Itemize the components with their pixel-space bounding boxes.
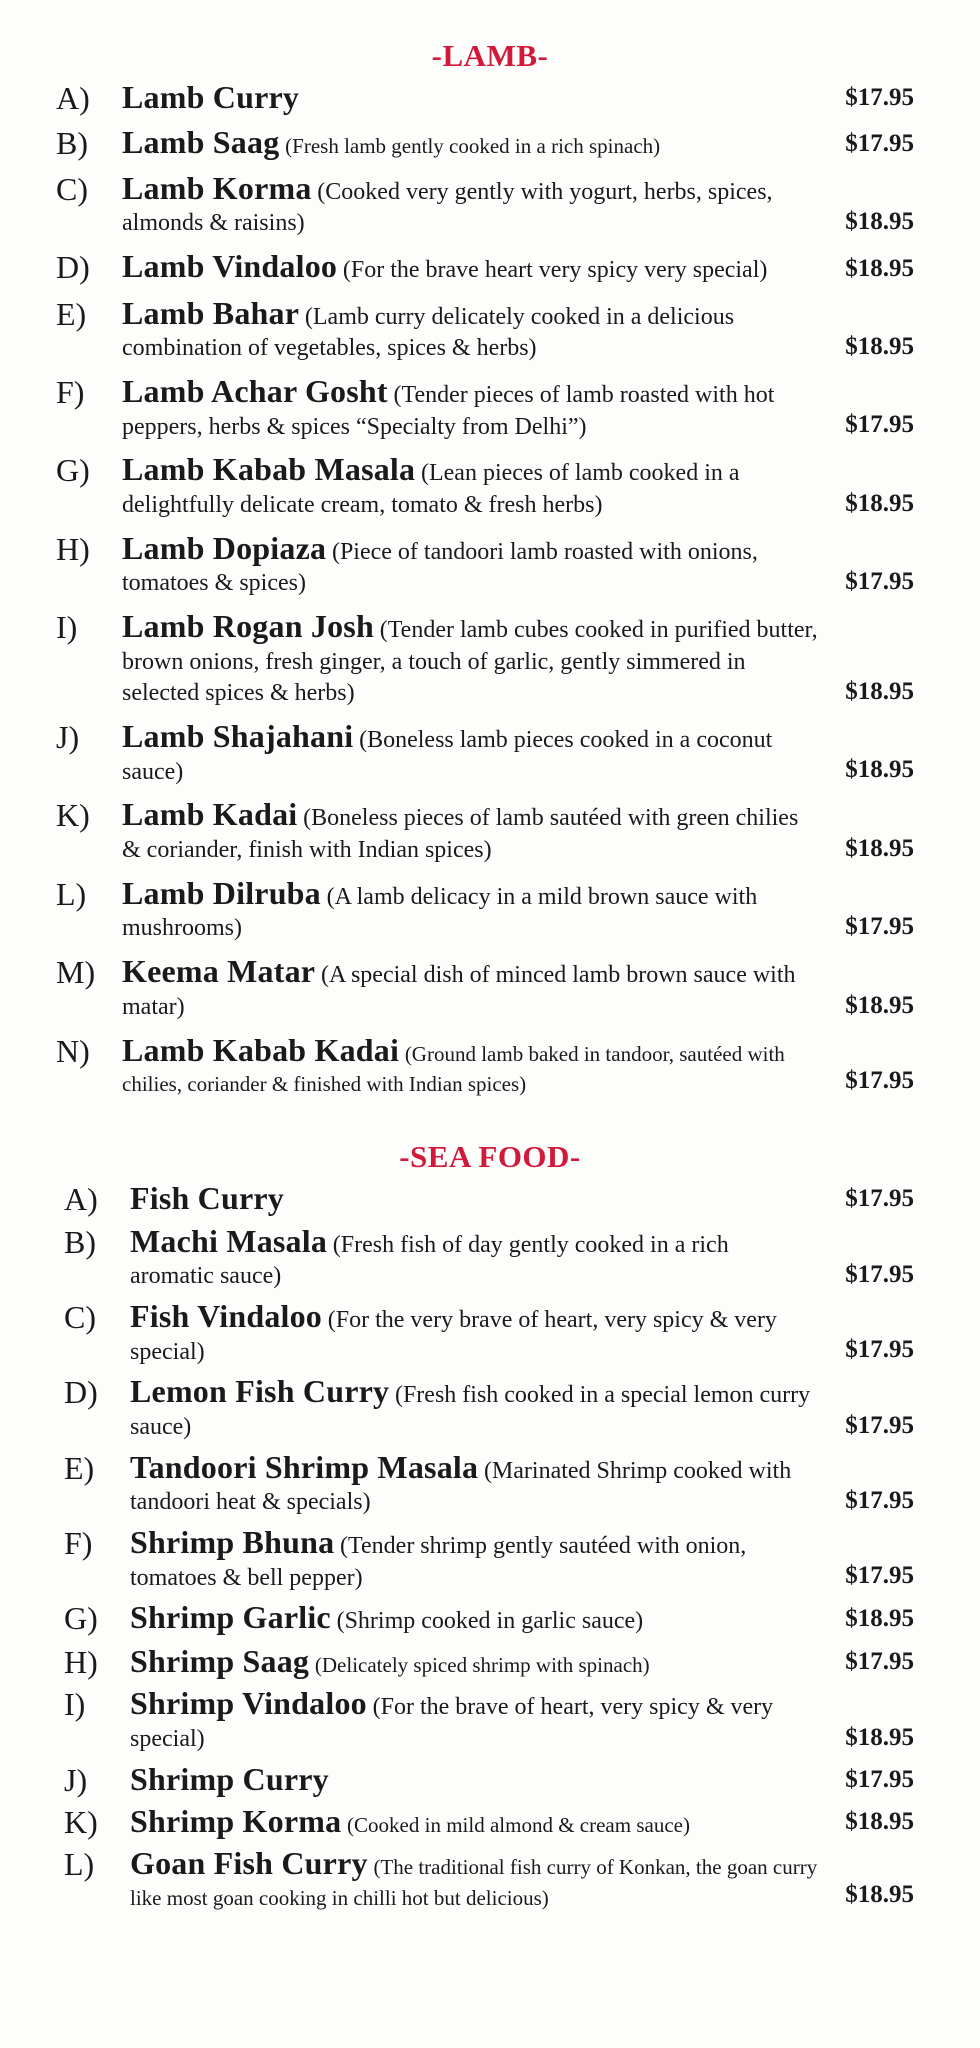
item-price: $17.95	[845, 1562, 914, 1590]
item-price: $18.95	[845, 1881, 914, 1909]
item-letter: I)	[64, 1686, 86, 1723]
item-description: (Cooked in mild almond & cream sauce)	[347, 1813, 690, 1838]
menu-item	[56, 374, 914, 443]
item-description: (Shrimp cooked in garlic sauce)	[336, 1608, 644, 1635]
item-price: $17.95	[845, 84, 914, 112]
item-letter: G)	[64, 1600, 98, 1637]
menu-item	[56, 609, 914, 710]
item-name: Shrimp Curry	[130, 1760, 329, 1797]
item-price: $18.95	[845, 1808, 914, 1836]
item-letter: B)	[56, 125, 88, 162]
item-letter: C)	[64, 1298, 96, 1335]
item-letter: H)	[56, 530, 90, 567]
item-description: (Tender shrimp gently sautéed with onion, tomatoes & bell pepper)	[130, 1532, 747, 1591]
item-price: $17.95	[845, 1486, 914, 1514]
item-letter: F)	[64, 1524, 93, 1561]
item-letter: A)	[64, 1181, 98, 1218]
item-name: Lamb Rogan Josh	[122, 608, 374, 645]
item-price: $18.95	[845, 254, 914, 282]
item-name: Lamb Vindaloo	[122, 248, 338, 285]
item-letter: E)	[56, 295, 87, 332]
menu-item	[56, 531, 914, 600]
menu-item	[56, 797, 914, 866]
item-name: Shrimp Bhuna	[130, 1523, 335, 1560]
menu-item	[64, 1600, 914, 1638]
item-price: $18.95	[845, 991, 914, 1019]
item-price: $18.95	[845, 489, 914, 517]
item-letter: F)	[56, 374, 85, 411]
item-description: (Fresh lamb gently cooked in a rich spinach)	[285, 134, 661, 159]
menu-item	[56, 249, 914, 287]
item-letter: L)	[64, 1846, 95, 1883]
item-description: (Tender pieces of lamb roasted with hot peppers, herbs & spices “Specialty from Delhi”)	[122, 382, 775, 440]
menu-item	[64, 1299, 914, 1368]
item-letter: E)	[64, 1449, 95, 1486]
menu-item	[56, 125, 914, 161]
item-letter: A)	[56, 80, 90, 116]
item-name: Shrimp Saag	[130, 1642, 310, 1679]
item-letter: G)	[56, 452, 90, 489]
menu-item	[64, 1644, 914, 1680]
item-price: $18.95	[845, 756, 914, 784]
item-price: $17.95	[845, 1067, 914, 1095]
item-description: (Lamb curry delicately cooked in a delicious combination of vegetables, spices & herbs)	[122, 303, 735, 362]
menu-item	[64, 1762, 914, 1798]
item-description: (A special dish of minced lamb brown sauce with matar)	[122, 962, 796, 1020]
item-description: (Fresh fish of day gently cooked in a rich aromatic sauce)	[130, 1231, 729, 1290]
item-description: (Delicately spiced shrimp with spinach)	[314, 1652, 650, 1677]
item-name: Lamb Dopiaza	[122, 529, 327, 566]
item-name: Lamb Curry	[122, 79, 300, 115]
item-name: Lemon Fish Curry	[130, 1373, 390, 1410]
item-description: (For the brave of heart, very spicy & very special)	[130, 1694, 774, 1752]
item-description: (The traditional fish curry of Konkan, the goan curry like most goan cooking in chilli hot but delicious)	[130, 1855, 818, 1910]
item-letter: H)	[64, 1643, 98, 1680]
item-letter: K)	[64, 1804, 98, 1841]
item-letter: D)	[64, 1374, 98, 1411]
item-name: Shrimp Vindaloo	[130, 1685, 367, 1722]
item-price: $18.95	[845, 208, 914, 236]
item-name: Shrimp Garlic	[130, 1599, 331, 1636]
menu-item	[64, 1525, 914, 1594]
item-name: Lamb Saag	[122, 124, 280, 161]
item-description: (Marinated Shrimp cooked with tandoori heat & specials)	[130, 1457, 792, 1516]
menu-item	[56, 1033, 914, 1100]
item-letter: I)	[56, 609, 78, 646]
item-name: Shrimp Korma	[130, 1803, 342, 1840]
item-price: $17.95	[845, 129, 914, 157]
menu-item	[64, 1374, 914, 1443]
item-price: $17.95	[845, 1765, 914, 1793]
lamb-menu-list	[0, 80, 914, 1099]
menu-item	[56, 171, 914, 240]
menu-item	[64, 1846, 914, 1913]
menu-item	[64, 1450, 914, 1519]
item-description: (Cooked very gently with yogurt, herbs, spices, almonds & raisins)	[122, 178, 773, 237]
menu-item	[56, 296, 914, 365]
item-description: (Ground lamb baked in tandoor, sautéed with chilies, coriander & finished with Indian spices)	[122, 1041, 785, 1096]
item-name: Fish Vindaloo	[130, 1297, 323, 1334]
item-price: $17.95	[845, 411, 914, 439]
menu-item	[64, 1804, 914, 1840]
item-description: (For the brave heart very spicy very special)	[342, 257, 768, 284]
item-name: Lamb Shajahani	[122, 718, 354, 755]
menu-item	[56, 452, 914, 521]
item-price: $17.95	[845, 568, 914, 596]
item-letter: J)	[64, 1761, 88, 1798]
menu-item	[64, 1224, 914, 1293]
item-letter: B)	[64, 1223, 96, 1260]
item-description: (Lean pieces of lamb cooked in a delightfully delicate cream, tomato & fresh herbs)	[122, 460, 740, 519]
item-price: $17.95	[845, 1185, 914, 1213]
item-letter: N)	[56, 1032, 90, 1069]
item-description: (A lamb delicacy in a mild brown sauce with mushrooms)	[122, 883, 758, 942]
item-name: Lamb Korma	[122, 169, 312, 206]
item-letter: J)	[56, 719, 80, 756]
item-letter: K)	[56, 797, 90, 834]
item-price: $18.95	[845, 1723, 914, 1751]
item-letter: D)	[56, 249, 90, 286]
menu-item	[56, 719, 914, 788]
item-description: (Tender lamb cubes cooked in purified butter, brown onions, fresh ginger, a touch of garlic, gently simmered in selected spices & herbs)	[122, 617, 818, 707]
item-letter: C)	[56, 170, 88, 207]
item-name: Fish Curry	[130, 1180, 284, 1217]
item-price: $17.95	[845, 1411, 914, 1439]
item-description: (Piece of tandoori lamb roasted with onions, tomatoes & spices)	[122, 538, 758, 597]
item-name: Keema Matar	[122, 953, 316, 990]
item-name: Goan Fish Curry	[130, 1845, 368, 1882]
item-price: $18.95	[845, 678, 914, 706]
item-letter: M)	[56, 954, 96, 991]
item-name: Lamb Achar Gosht	[122, 373, 388, 410]
item-name: Lamb Kadai	[122, 796, 298, 833]
item-description: (Boneless pieces of lamb sautéed with green chilies & coriander, finish with Indian spices)	[122, 805, 799, 864]
seafood-menu-list	[0, 1181, 914, 1913]
item-name: Lamb Kabab Masala	[122, 451, 416, 488]
menu-item	[64, 1686, 914, 1755]
item-price: $17.95	[845, 1648, 914, 1676]
item-name: Machi Masala	[130, 1222, 328, 1259]
item-price: $17.95	[845, 1336, 914, 1364]
menu-item	[64, 1181, 914, 1217]
item-name: Tandoori Shrimp Masala	[130, 1448, 479, 1485]
item-letter: L)	[56, 875, 87, 912]
item-description: (Boneless lamb pieces cooked in a coconut sauce)	[122, 727, 773, 785]
item-name: Lamb Kabab Kadai	[122, 1031, 400, 1068]
item-name: Lamb Dilruba	[122, 874, 321, 911]
section-title-seafood: -SEA FOOD-	[399, 1139, 581, 1175]
menu-item	[56, 954, 914, 1023]
item-price: $18.95	[845, 834, 914, 862]
item-name: Lamb Bahar	[122, 294, 300, 331]
menu-item	[56, 80, 914, 116]
menu-item	[56, 876, 914, 945]
item-price: $18.95	[845, 333, 914, 361]
item-description: (For the very brave of heart, very spicy & very special)	[130, 1306, 777, 1365]
item-price: $18.95	[845, 1605, 914, 1633]
item-price: $17.95	[845, 913, 914, 941]
item-price: $17.95	[845, 1260, 914, 1288]
item-description: (Fresh fish cooked in a special lemon curry sauce)	[130, 1382, 811, 1440]
section-title-lamb: -LAMB-	[431, 38, 549, 73]
